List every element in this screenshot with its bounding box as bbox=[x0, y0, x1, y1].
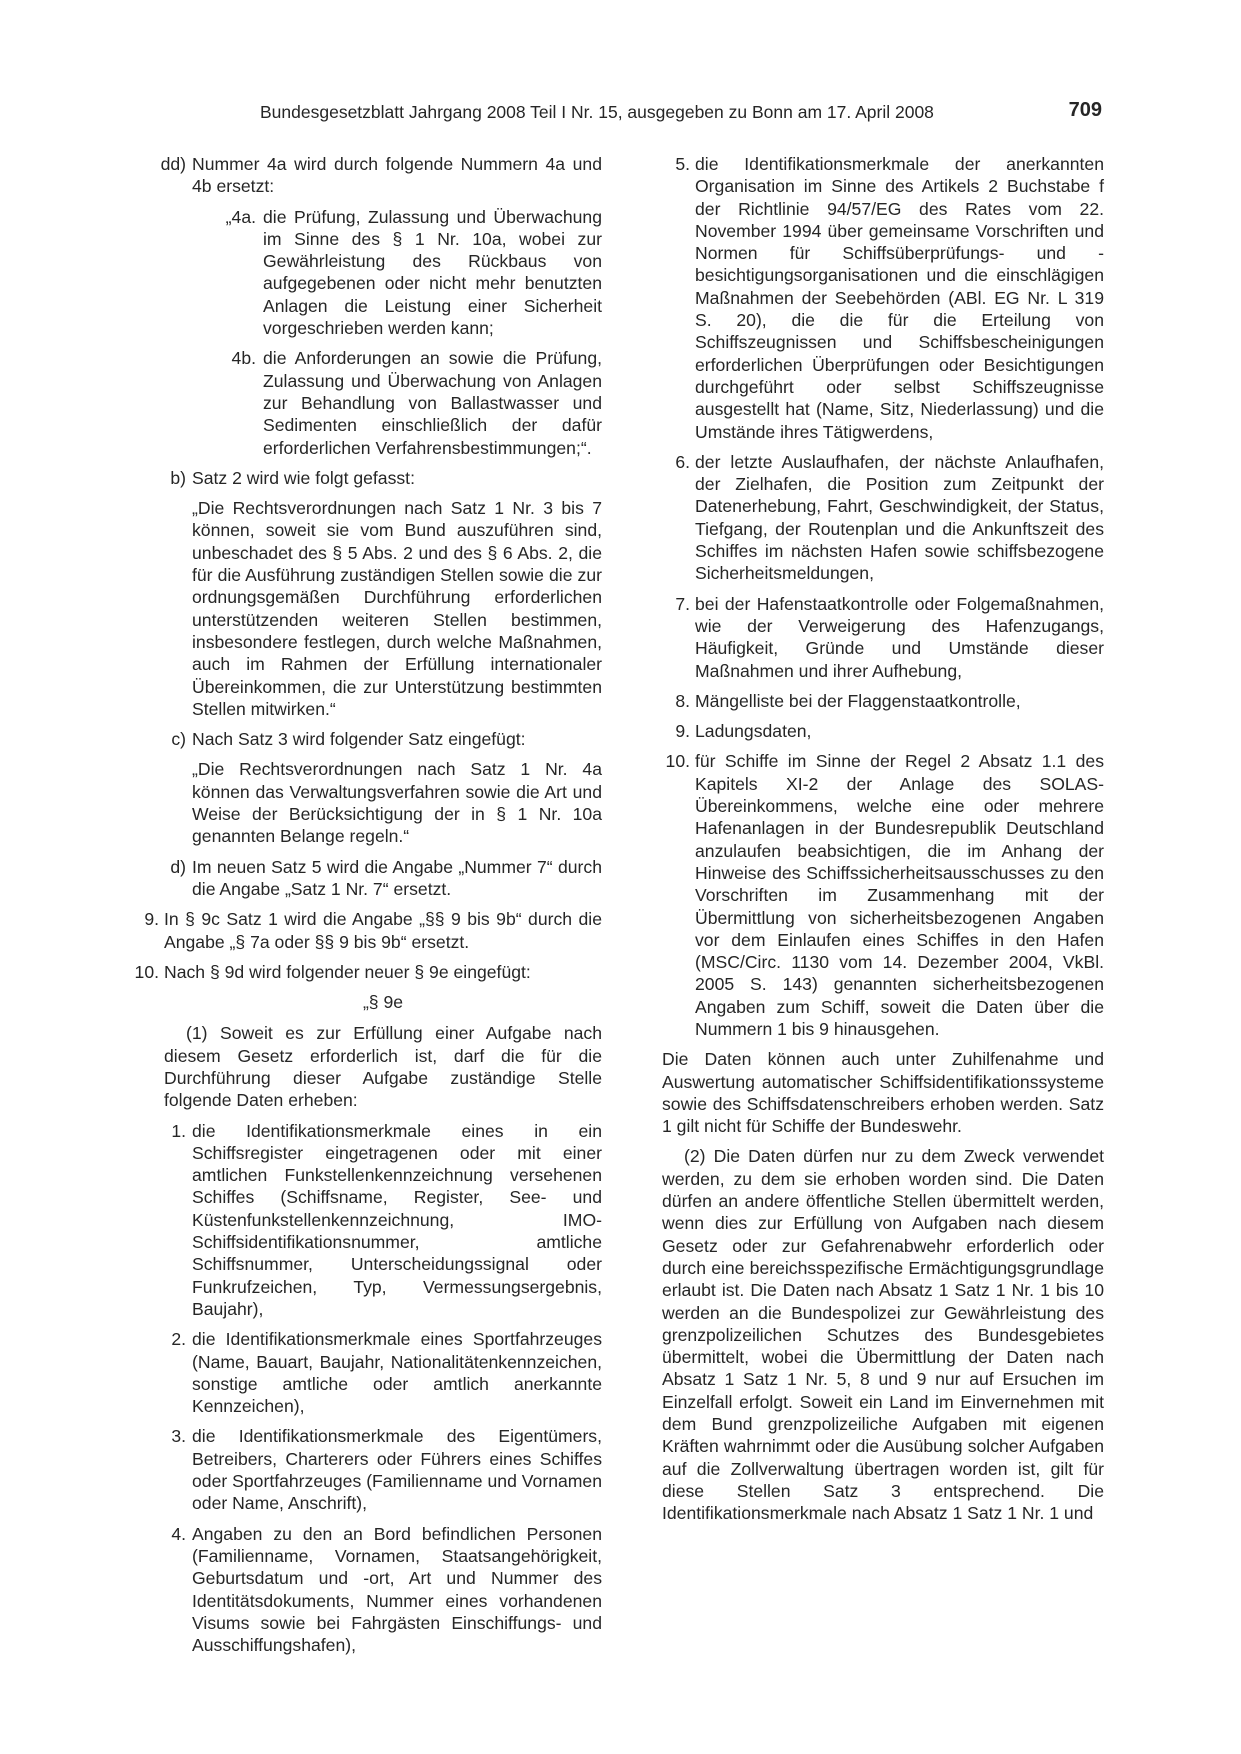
list-item bbox=[662, 690, 1104, 712]
item-label: 10. bbox=[665, 751, 690, 772]
item-text: In § 9c Satz 1 wird die Angabe „§§ 9 bis 9b“ durch die Angabe „§ 7a oder §§ 9 bis 9b“ ersetzt. bbox=[164, 909, 602, 952]
item-text: Satz 2 wird wie folgt gefasst: bbox=[192, 467, 415, 488]
item-label: 9. bbox=[144, 909, 159, 930]
item-label: 2. bbox=[171, 1329, 186, 1350]
item-label: 8. bbox=[675, 690, 690, 711]
list-item bbox=[128, 1328, 602, 1417]
item-label: „4a. bbox=[225, 206, 256, 227]
list-item bbox=[662, 720, 1104, 742]
list-item bbox=[662, 750, 1104, 1040]
item-text: Angaben zu den an Bord befindlichen Personen (Familienname, Vornamen, Staatsangehörigkeit, Geburtsdatum und -ort, Art und Nummer des Identitätsdokuments, Nummer eines vorhandenen Visums sowie bei Fahrgästen Einschiffungs- und Ausschiffungshafen), bbox=[192, 1523, 602, 1656]
item-text: die Identifikationsmerkmale des Eigentümers, Betreibers, Charterers oder Führers eines Schiffes oder Sportfahrzeuges (Familienname und Vornamen oder Name, Anschrift), bbox=[192, 1426, 602, 1514]
item-text: die Identifikationsmerkmale eines Sportfahrzeuges (Name, Bauart, Baujahr, Nationalitätenkennzeichen, sonstige amtliche oder amtlich anerkannte Kennzeichen), bbox=[192, 1329, 602, 1417]
item-label: 10. bbox=[134, 961, 159, 982]
item-label: dd) bbox=[160, 154, 186, 174]
item-label: 4. bbox=[171, 1523, 186, 1544]
page-header bbox=[260, 100, 1102, 126]
quote-c: „Die Rechtsverordnungen nach Satz 1 Nr. 4a können das Verwaltungsverfahren sowie die Art und Weise der Berücksichtigung der in § 1 Nr. 10a genannten Belange regeln.“ bbox=[192, 759, 602, 847]
item-label: 4b. bbox=[231, 348, 256, 369]
closing-paragraph: Die Daten können auch unter Zuhilfenahme und Auswertung automatischer Schiffsidentifikationssysteme sowie des Schiffsdatenschreibers erhoben werden. Satz 1 gilt nicht für Schiffe der Bundeswehr. bbox=[662, 1049, 1104, 1137]
item-text: für Schiffe im Sinne der Regel 2 Absatz 1.1 des Kapitels XI-2 der Anlage des SOLAS-Übereinkommens, welche eine oder mehrere Hafenanlagen in der Bundesrepublik Deutschland anzulaufen beabsichtigen, die im Anhang der Hinweise des Schiffssicherheitsausschusses zu den Vorschriften im Zusammenhang mit der Übermittlung von sicherheitsbezogenen Angaben vor dem Einlaufen eines Schiffes in den Hafen (MSC/Circ. 1130 vom 14. Dezember 2004, VkBl. 2005 S. 143) genannten sicherheitsbezogenen Angaben zum Schiff, soweit die Daten über die Nummern 1 bis 9 hinausgehen. bbox=[695, 751, 1104, 1039]
amendment-d bbox=[128, 856, 602, 901]
list-item bbox=[128, 1120, 602, 1321]
item-text: Nach Satz 3 wird folgender Satz eingefügt: bbox=[192, 729, 526, 750]
paragraph-1: (1) Soweit es zur Erfüllung einer Aufgabe nach diesem Gesetz erforderlich ist, darf die für die Durchführung dieser Aufgabe zuständige Stelle folgende Daten erheben: bbox=[164, 1023, 602, 1111]
left-column bbox=[128, 153, 602, 1664]
amendment-dd bbox=[128, 153, 602, 198]
list-item bbox=[128, 1523, 602, 1657]
number-4a bbox=[128, 206, 602, 340]
item-label: 9. bbox=[675, 721, 690, 742]
item-text: die Anforderungen an sowie die Prüfung, Zulassung und Überwachung von Anlagen zur Behandlung von Ballastwasser und Sedimenten einschließlich der dafür erforderlichen Verfahrensbestimmungen;“. bbox=[263, 348, 602, 458]
number-4b bbox=[128, 347, 602, 458]
item-label: 6. bbox=[675, 451, 690, 472]
amendment-b bbox=[128, 467, 602, 489]
item-text: der letzte Auslaufhafen, der nächste Anlaufhafen, der Zielhafen, die Position zum Zeitpunkt der Datenerhebung, Fahrt, Geschwindigkeit, der Status, Tiefgang, der Routenplan und die Ankunftszeit des Schiffes im nächsten Hafen sowie schiffsbezogene Sicherheitsmeldungen, bbox=[695, 451, 1104, 584]
item-label: 3. bbox=[171, 1426, 186, 1447]
item-text: Nummer 4a wird durch folgende Nummern 4a und 4b ersetzt: bbox=[192, 154, 602, 197]
item-label: 5. bbox=[675, 154, 690, 174]
item-label: 1. bbox=[171, 1120, 186, 1141]
item-label: d) bbox=[170, 856, 186, 877]
amendment-c bbox=[128, 728, 602, 750]
item-label: c) bbox=[171, 729, 186, 750]
item-label: b) bbox=[170, 467, 186, 488]
item-text: die Prüfung, Zulassung und Überwachung im Sinne des § 1 Nr. 10a, wobei zur Gewährleistung des Rückbaus von aufgegebenen oder nicht mehr benutzten Anlagen die Leistung einer Sicherheit vorgeschrieben werden kann; bbox=[263, 206, 602, 339]
item-text: die Identifikationsmerkmale der anerkannten Organisation im Sinne des Artikels 2 Buchstabe f der Richtlinie 94/57/EG des Rates vom 22. November 1994 über gemeinsame Vorschriften und Normen für Schiffsüberprüfungs- und -besichtigungsorganisationen und die einschlägigen Maßnahmen der Seebehörden (ABl. EG Nr. L 319 S. 20), die die für die Erteilung von Schiffszeugnissen und Schiffsbescheinigungen erforderlichen Überprüfungen oder Besichtigungen durchgeführt oder selbst Schiffszeugnisse ausgestellt hat (Name, Sitz, Niederlassung) und die Umstände ihres Tätigwerdens, bbox=[695, 154, 1104, 442]
list-item bbox=[128, 1425, 602, 1514]
item-text: Nach § 9d wird folgender neuer § 9e eingefügt: bbox=[164, 961, 531, 982]
item-text: Im neuen Satz 5 wird die Angabe „Nummer 7“ durch die Angabe „Satz 1 Nr. 7“ ersetzt. bbox=[192, 856, 602, 899]
item-text: Mängelliste bei der Flaggenstaatkontrolle, bbox=[695, 690, 1021, 711]
item-text: Ladungsdaten, bbox=[695, 721, 812, 742]
right-column bbox=[662, 153, 1104, 1533]
quote-b: „Die Rechtsverordnungen nach Satz 1 Nr. 3 bis 7 können, soweit sie vom Bund auszuführen sind, unbeschadet des § 5 Abs. 2 und des § 6 Abs. 2, die für die Ausführung zuständigen Stellen sowie die zur ordnungsgemäßen Durchführung erforderlichen unterstützenden weiteren Stellen bestimmen, insbesondere festlegen, durch welche Maßnahmen, auch im Rahmen der Erfüllung internationaler Übereinkommen, die zur Unterstützung bestimmten Stellen mitwirken.“ bbox=[192, 498, 602, 719]
page-number: 709 bbox=[1068, 99, 1102, 121]
header-text: Bundesgesetzblatt Jahrgang 2008 Teil I Nr. 15, ausgegeben zu Bonn am 17. April 2008 bbox=[260, 102, 934, 122]
paragraph-2: (2) Die Daten dürfen nur zu dem Zweck verwendet werden, zu dem sie erhoben worden sind. Die Daten dürfen an andere öffentliche Stellen übermittelt werden, wenn dies zur Erfüllung von Aufgaben nach diesem Gesetz oder zur Gefahrenabwehr erforderlich oder durch eine bereichsspezifische Ermächtigungsgrundlage erlaubt ist. Die Daten nach Absatz 1 Satz 1 Nr. 1 bis 10 werden an die Bundespolizei zur Gewährleistung des grenzpolizeilichen Schutzes des Bundesgebietes übermittelt, wobei die Übermittlung der Daten nach Absatz 1 Satz 1 Nr. 5, 8 und 9 nur auf Ersuchen im Einzelfall erfolgt. Soweit ein Land im Einvernehmen mit dem Bund grenzpolizeiliche Aufgaben mit eigenen Kräften wahrnimmt oder die Ausübung solcher Aufgaben auf die Zollverwaltung übertragen worden ist, gilt für diese Stellen Satz 3 entsprechend. Die Identifikationsmerkmale nach Absatz 1 Satz 1 Nr. 1 und bbox=[662, 1146, 1104, 1524]
item-label: 7. bbox=[675, 593, 690, 614]
list-item bbox=[662, 153, 1104, 443]
list-item bbox=[662, 593, 1104, 682]
section-heading: „§ 9e bbox=[362, 992, 404, 1013]
amendment-10 bbox=[128, 961, 602, 983]
amendment-9 bbox=[128, 908, 602, 953]
item-text: die Identifikationsmerkmale eines in ein Schiffsregister eingetragenen oder mit einer amtlichen Funkstellenkennzeichnung versehenen Schiffes (Schiffsname, Register, See- und Küstenfunkstellenkennzeichnung, IMO-Schiffsidentifikationsnummer, amtliche Schiffsnummer, Unterscheidungssignal oder Funkrufzeichen, Typ, Vermessungsergebnis, Baujahr), bbox=[192, 1120, 602, 1319]
list-item bbox=[662, 451, 1104, 585]
item-text: bei der Hafenstaatkontrolle oder Folgemaßnahmen, wie der Verweigerung des Hafenzugangs, Häufigkeit, Gründe und Umstände dieser Maßnahmen und ihrer Aufhebung, bbox=[695, 593, 1104, 681]
